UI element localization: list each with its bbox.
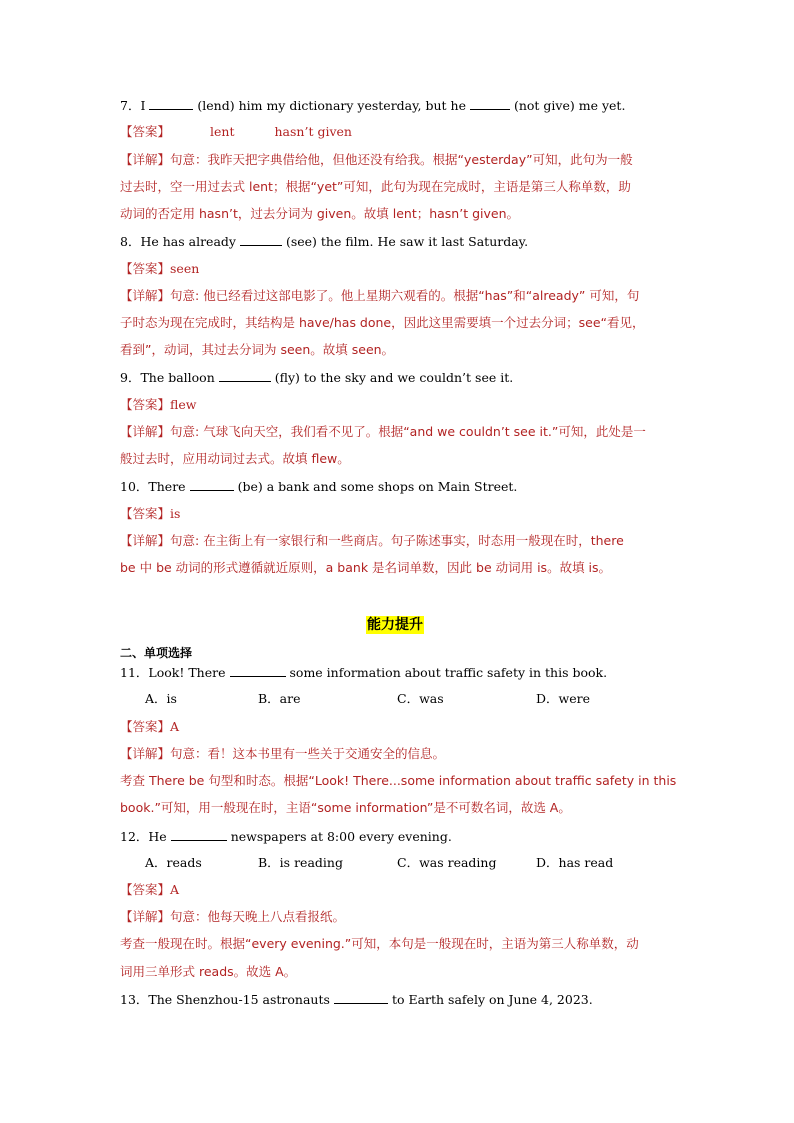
option-11-a[interactable]: A．is [145,691,177,706]
detail-8-line2: 子时态为现在完成时，其结构是 have/has done，因此这里需要填一个过去分词；see“看见， [120,315,645,330]
detail-12-line1: 【详解】句意：他每天晚上八点看报纸。 [120,909,346,924]
detail-11-line1: 【详解】句意：看！这本书里有一些关于交通安全的信息。 [120,746,446,761]
question-12: 12．He newspapers at 8:00 every evening. [120,829,452,844]
question-7: 7．I (lend) him my dictionary yesterday, but he (not give) me yet. [120,98,626,113]
blank-7b[interactable] [470,97,510,110]
detail-11-line3: book.”可知，用一般现在时，主语“some information”是不可数名词，故选 A。 [120,800,571,815]
detail-8-line3: 看到”，动词，其过去分词为 seen。故填 seen。 [120,342,395,357]
question-9: 9．The balloon (fly) to the sky and we couldn’t see it. [120,370,514,385]
detail-9-line1: 【详解】句意: 气球飞向天空，我们看不见了。根据“and we couldn’t see it.”可知，此处是一 [120,424,646,439]
answer-12: 【答案】A [120,882,180,897]
detail-10-line1: 【详解】句意: 在主街上有一家银行和一些商店。句子陈述事实，时态用一般现在时，there [120,533,624,548]
blank-10[interactable] [190,478,234,491]
blank-9[interactable] [219,369,271,382]
blank-11[interactable] [230,664,286,677]
detail-12-line3: 词用三单形式 reads。故选 A。 [120,964,297,979]
answer-11: 【答案】A [120,719,180,734]
blank-8[interactable] [240,233,282,246]
option-12-d[interactable]: D．has read [536,855,614,870]
blank-13[interactable] [334,991,388,1004]
detail-8-line1: 【详解】句意: 他已经看过这部电影了。他上星期六观看的。根据“has”和“already” 可知，句 [120,288,640,303]
question-8: 8．He has already (see) the film. He saw it last Saturday. [120,234,529,249]
answer-8: 【答案】seen [120,261,200,276]
question-13: 13．The Shenzhou-15 astronauts to Earth safely on June 4, 2023. [120,992,593,1007]
detail-11-line2: 考查 There be 句型和时态。根据“Look! There...some information about traffic safety in this [120,773,677,788]
answer-9: 【答案】flew [120,397,197,412]
answer-10: 【答案】is [120,506,181,521]
detail-7-line3: 动词的否定用 hasn’t，过去分词为 given。故填 lent；hasn’t given。 [120,206,519,221]
blank-7a[interactable] [149,97,193,110]
detail-9-line2: 般过去时，应用动词过去式。故填 flew。 [120,451,350,466]
option-12-b[interactable]: B．is reading [258,855,343,870]
blank-12[interactable] [171,828,227,841]
option-11-b[interactable]: B．are [258,691,301,706]
section-subhead: 二、单项选择 [120,646,193,660]
detail-7-line1: 【详解】句意：我昨天把字典借给他，但他还没有给我。根据“yesterday”可知，此句为一般 [120,152,633,167]
answer-7: 【答案】 lent hasn’t given [120,124,352,139]
question-10: 10．There (be) a bank and some shops on Main Street. [120,479,518,494]
option-11-d[interactable]: D．were [536,691,590,706]
section-title: 能力提升 [367,617,423,633]
detail-10-line2: be 中 be 动词的形式遵循就近原则，a bank 是名词单数，因此 be 动词用 is。故填 is。 [120,560,612,575]
detail-7-line2: 过去时，空一用过去式 lent；根据“yet”可知，此句为现在完成时，主语是第三人称单数，助 [120,179,631,194]
option-12-c[interactable]: C．was reading [397,855,497,870]
question-11: 11．Look! There some information about traffic safety in this book. [120,665,608,680]
option-12-a[interactable]: A．reads [145,855,202,870]
detail-12-line2: 考查一般现在时。根据“every evening.”可知，本句是一般现在时，主语为第三人称单数，动 [120,936,639,951]
option-11-c[interactable]: C．was [397,691,444,706]
